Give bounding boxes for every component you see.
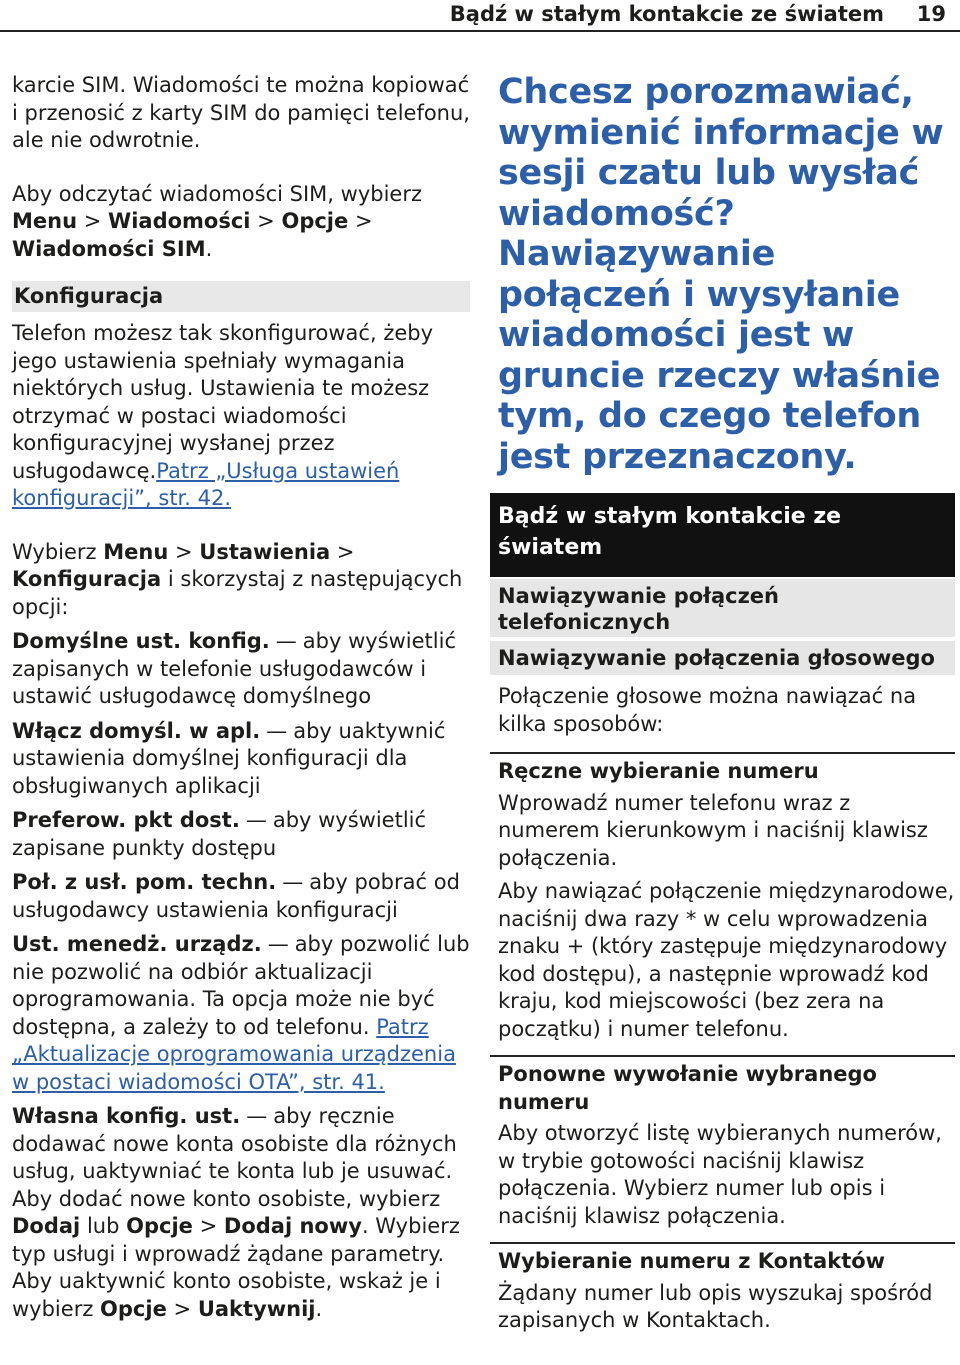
option-item: Własna konfig. ust. — aby ręcznie dodawać nowe konta osobiste dla różnych usług, uaktywniać te konta lub je usuwać. Aby dodać nowe konto osobiste, wybierz Dodaj lub Opcje > Dodaj nowy. Wybierz typ usługi i wprowadź żądane parametry. Aby uaktywnić konto osobiste, wskaż je i wybierz Opcje > Uaktywnij. <box>12 1104 460 1321</box>
paragraph-config-path: Wybierz Menu > Ustawienia > Konfiguracja i skorzystaj z następujących opcji: <box>12 539 463 619</box>
topic-redial <box>490 1055 955 1230</box>
topic-paragraph: Wprowadź numer telefonu wraz z numerem kierunkowym i naciśnij klawisz połączenia. <box>498 790 928 870</box>
right-column <box>490 72 955 1335</box>
option-item: Włącz domyśl. w apl. — aby uaktywnić ustawienia domyślnej konfiguracji dla obsługiwanych aplikacji <box>12 718 446 798</box>
menu-path-item: Konfiguracja <box>12 567 162 591</box>
link-ota-updates[interactable]: Patrz „Aktualizacje oprogramowania urządzenia w postaci wiadomości OTA”, str. 41. <box>12 1014 456 1094</box>
topic-title: Wybieranie numeru z Kontaktów <box>498 1249 886 1273</box>
running-title: Bądź w stałym kontakcie ze światem <box>449 2 884 26</box>
topic-paragraph: Żądany numer lub opis wyszukaj spośród zapisanych w Kontaktach. <box>498 1280 933 1332</box>
menu-path-item: Wiadomości <box>108 209 251 233</box>
option-item: Preferow. pkt dost. — aby wyświetlić zapisane punkty dostępu <box>12 808 427 860</box>
menu-path-item: Menu <box>12 209 78 233</box>
section-heading-konfiguracja: Konfiguracja <box>12 281 470 312</box>
topic-manual-dial <box>490 752 955 1043</box>
topic-title: Ręczne wybieranie numeru <box>498 759 819 783</box>
topic-dial-from-contacts <box>490 1242 955 1335</box>
option-item: Domyślne ust. konfig. — aby wyświetlić zapisanych w telefonie usługodawców i ustawić usługodawcę domyślnego <box>12 629 456 708</box>
option-item: Ust. menedż. urządz. — aby pozwolić lub nie pozwolić na odbiór aktualizacji oprogramowania. Ta opcja może nie być dostępna, a zależy to od telefonu. Patrz „Aktualizacje oprogramowania urządzenia w postaci wiadomości OTA”, str. 41. <box>12 932 470 1094</box>
option-item: Poł. z usł. pom. techn. — aby pobrać od usługodawcy ustawienia konfiguracji <box>12 870 460 922</box>
topic-paragraph: Aby nawiązać połączenie międzynarodowe, naciśnij dwa razy * w celu wprowadzenia znaku + (który zastępuje międzynarodowy kod dostępu), a następnie wprowadź kod kraju, kod miejscowości (bez zera na początku) i numer telefonu. <box>498 879 955 1041</box>
section-heading-calls: Nawiązywanie połączeń telefonicznych <box>490 579 955 637</box>
topic-title: Ponowne wywołanie wybranego numeru <box>498 1062 877 1114</box>
page-number: 19 <box>916 2 946 26</box>
page-header <box>0 0 960 32</box>
menu-path-item: Menu <box>103 539 169 564</box>
paragraph-config-intro: Telefon możesz tak skonfigurować, żeby jego ustawienia spełniały wymagania niektórych usług. Ustawienia te możesz otrzymać w postaci wiadomości konfiguracyjnej wysłanej przez usługodawcę.Patrz „Usługa ustawień konfiguracji”, str. 42. <box>12 321 434 510</box>
menu-path-item: Ustawienia <box>199 539 331 564</box>
paragraph-sim-copy: karcie SIM. Wiadomości te można kopiować i przenosić z karty SIM do pamięci telefonu, ale nie odwrotnie. <box>12 73 470 152</box>
paragraph-sim-read: Aby odczytać wiadomości SIM, wybierz Menu > Wiadomości > Opcje > Wiadomości SIM. <box>12 181 422 261</box>
link-config-service[interactable]: Patrz „Usługa ustawień konfiguracji”, str. 42. <box>12 458 400 510</box>
topic-paragraph: Aby otworzyć listę wybieranych numerów, w trybie gotowości naciśnij klawisz połączenia. Wybierz numer lub opis i naciśnij klawisz połączenia. <box>498 1121 942 1228</box>
promo-text: Chcesz porozmawiać, wymienić informacje w sesji czatu lub wysłać wiadomość? Nawiązywanie połączeń i wysyłanie wiadomości jest w gruncie rzeczy właśnie tym, do czego telefon jest przeznaczony. <box>498 72 944 477</box>
paragraph-voice-intro: Połączenie głosowe można nawiązać na kilka sposobów: <box>498 684 917 736</box>
chapter-title-box: Bądź w stałym kontakcie ze światem <box>490 493 955 577</box>
menu-path-item: Wiadomości SIM <box>12 236 206 261</box>
subsection-heading-voice-call: Nawiązywanie połączenia głosowego <box>490 641 955 675</box>
left-column <box>12 72 470 1323</box>
menu-path-item: Opcje <box>281 209 349 233</box>
